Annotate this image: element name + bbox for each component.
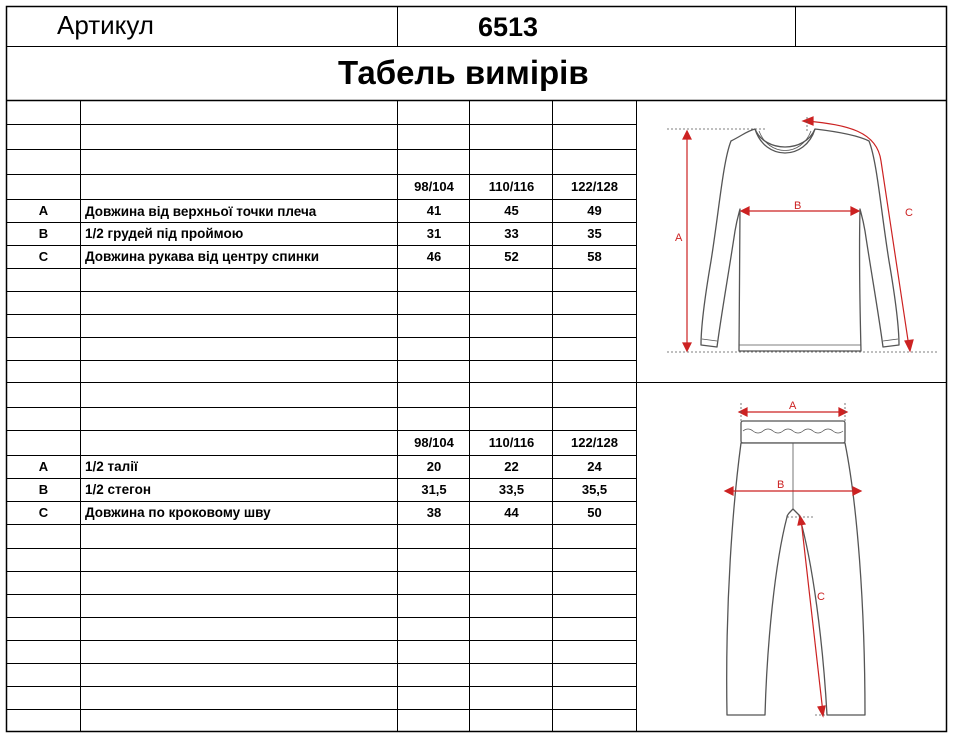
row-value: 49 — [587, 203, 602, 218]
row-value: 50 — [587, 505, 602, 520]
row-label: Довжина від верхньої точки плеча — [85, 204, 317, 219]
marker-b-label: B — [794, 200, 802, 212]
row-label: Довжина рукава від центру спинки — [85, 249, 320, 264]
row-value: 35 — [587, 226, 602, 241]
row-value: 58 — [587, 249, 602, 264]
row-value: 46 — [426, 249, 442, 264]
marker-a-label: A — [789, 400, 797, 412]
row-code: C — [38, 249, 49, 264]
row-value: 33 — [504, 226, 519, 241]
row-value: 31,5 — [421, 482, 447, 497]
row-label: 1/2 стегон — [85, 482, 151, 497]
pants-sketch-icon — [637, 383, 947, 731]
row-value: 52 — [504, 249, 519, 264]
row-value: 38 — [426, 505, 442, 520]
row-value: 24 — [587, 459, 602, 474]
marker-b-label: B — [777, 479, 785, 491]
row-value: 41 — [426, 203, 442, 218]
page-title: Табель вимірів — [338, 54, 589, 91]
row-label: 1/2 грудей під проймою — [85, 226, 244, 241]
size-header-2: 110/116 — [488, 179, 535, 194]
row-value: 44 — [504, 505, 519, 520]
marker-c-label: C — [817, 591, 825, 603]
row-value: 45 — [504, 203, 519, 218]
row-code: B — [38, 482, 49, 497]
size-header-1: 98/104 — [414, 179, 454, 194]
size-header-3: 122/128 — [571, 179, 618, 194]
row-value: 20 — [426, 459, 442, 474]
marker-c-label: C — [905, 207, 913, 219]
article-label: Артикул — [57, 10, 154, 40]
marker-a-label: A — [675, 232, 683, 244]
row-value: 31 — [426, 226, 442, 241]
long-sleeve-top-sketch-icon — [637, 101, 947, 381]
row-code: A — [38, 459, 49, 474]
size-header-2: 110/116 — [488, 435, 535, 450]
row-code: A — [38, 203, 49, 218]
row-code: C — [38, 505, 49, 520]
row-value: 33,5 — [498, 482, 525, 497]
size-header-3: 122/128 — [571, 435, 618, 450]
row-value: 22 — [504, 459, 519, 474]
row-label: Довжина по кроковому шву — [85, 505, 271, 520]
size-header-1: 98/104 — [414, 435, 454, 450]
row-value: 35,5 — [581, 482, 608, 497]
article-number: 6513 — [478, 12, 539, 42]
row-label: 1/2 талії — [85, 459, 138, 474]
row-code: B — [38, 226, 49, 241]
